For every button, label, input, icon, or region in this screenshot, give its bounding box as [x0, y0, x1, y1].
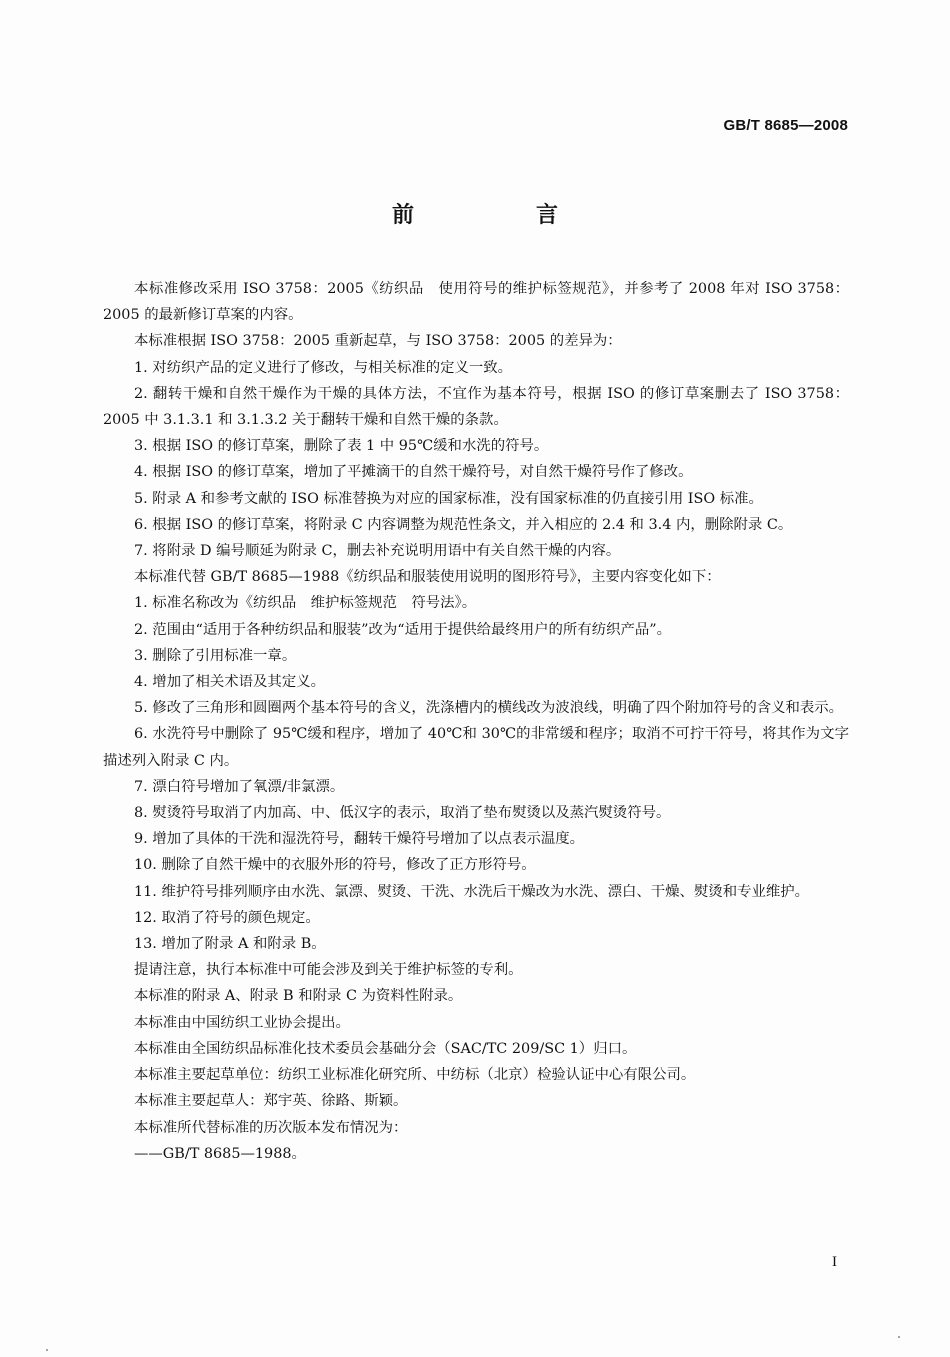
- paragraph: 4. 根据 ISO 的修订草案，增加了平摊滴干的自然干燥符号，对自然干燥符号作了修改。: [134, 464, 693, 481]
- paragraph: 1. 标准名称改为《纺织品 维护标签规范 符号法》。: [134, 595, 477, 612]
- scan-speck: [898, 1336, 900, 1338]
- paragraph: 5. 附录 A 和参考文献的 ISO 标准替换为对应的国家标准，没有国家标准的仍直接引用 ISO 标准。: [134, 490, 763, 507]
- paragraph: 本标准主要起草人：郑宇英、徐路、斯颖。: [134, 1093, 408, 1110]
- paragraph: 提请注意，执行本标准中可能会涉及到关于维护标签的专利。: [134, 962, 523, 979]
- foreword-body: [103, 276, 849, 1167]
- paragraph: 12. 取消了符号的颜色规定。: [134, 909, 320, 926]
- paragraph: 10. 删除了自然干燥中的衣服外形的符号，修改了正方形符号。: [134, 857, 536, 874]
- paragraph: 本标准主要起草单位：纺织工业标准化研究所、中纺标（北京）检验认证中心有限公司。: [134, 1067, 696, 1084]
- paragraph: 13. 增加了附录 A 和附录 B。: [134, 936, 326, 953]
- paragraph: 本标准修改采用 ISO 3758：2005《纺织品 使用符号的维护标签规范》，并参考了 2008 年对 ISO 3758：2005 的最新修订草案的内容。: [103, 281, 849, 324]
- paragraph: 6. 水洗符号中删除了 95℃缓和程序，增加了 40℃和 30℃的非常缓和程序；取消不可拧干符号，将其作为文字描述列入附录 C 内。: [103, 726, 849, 769]
- paragraph: 4. 增加了相关术语及其定义。: [134, 674, 325, 691]
- page-number: I: [832, 1254, 837, 1270]
- paragraph: 本标准的附录 A、附录 B 和附录 C 为资料性附录。: [134, 988, 463, 1005]
- paragraph: 2. 范围由“适用于各种纺织品和服装”改为“适用于提供给最终用户的所有纺织产品”。: [134, 621, 672, 638]
- standard-code: GB/T 8685—2008: [723, 117, 848, 134]
- page-title: 前 言: [391, 203, 608, 228]
- paragraph: ——GB/T 8685—1988。: [134, 1145, 306, 1162]
- paragraph: 7. 漂白符号增加了氧漂/非氯漂。: [134, 778, 345, 795]
- paragraph: 本标准代替 GB/T 8685—1988《纺织品和服装使用说明的图形符号》，主要内容变化如下：: [134, 569, 721, 586]
- paragraph: 1. 对纺织产品的定义进行了修改，与相关标准的定义一致。: [134, 359, 513, 376]
- paragraph: 本标准由中国纺织工业协会提出。: [134, 1014, 350, 1031]
- paragraph: 9. 增加了具体的干洗和湿洗符号，翻转干燥符号增加了以点表示温度。: [134, 831, 585, 848]
- paragraph: 8. 熨烫符号取消了内加高、中、低汉字的表示，取消了垫布熨烫以及蒸汽熨烫符号。: [134, 805, 671, 822]
- paragraph: 本标准由全国纺织品标准化技术委员会基础分会（SAC/TC 209/SC 1）归口。: [134, 1040, 637, 1057]
- paragraph: 3. 删除了引用标准一章。: [134, 647, 297, 664]
- paragraph: 11. 维护符号排列顺序由水洗、氯漂、熨烫、干洗、水洗后干燥改为水洗、漂白、干燥、熨烫和专业维护。: [134, 883, 810, 900]
- paragraph: 本标准根据 ISO 3758：2005 重新起草，与 ISO 3758：2005 的差异为：: [134, 333, 622, 350]
- paragraph: 7. 将附录 D 编号顺延为附录 C，删去补充说明用语中有关自然干燥的内容。: [134, 543, 621, 560]
- paragraph: 6. 根据 ISO 的修订草案，将附录 C 内容调整为规范性条文，并入相应的 2.4 和 3.4 内，删除附录 C。: [134, 516, 793, 533]
- paragraph: 2. 翻转干燥和自然干燥作为干燥的具体方法，不宜作为基本符号，根据 ISO 的修订草案删去了 ISO 3758：2005 中 3.1.3.1 和 3.1.3.2 关于翻转干燥和自然干燥的条款。: [103, 385, 849, 429]
- paragraph: 本标准所代替标准的历次版本发布情况为：: [134, 1119, 408, 1136]
- paragraph: 5. 修改了三角形和圆圈两个基本符号的含义，洗涤槽内的横线改为波浪线，明确了四个附加符号的含义和表示。: [134, 700, 844, 717]
- scan-speck: [46, 1349, 48, 1351]
- paragraph: 3. 根据 ISO 的修订草案，删除了表 1 中 95℃缓和水洗的符号。: [134, 438, 549, 455]
